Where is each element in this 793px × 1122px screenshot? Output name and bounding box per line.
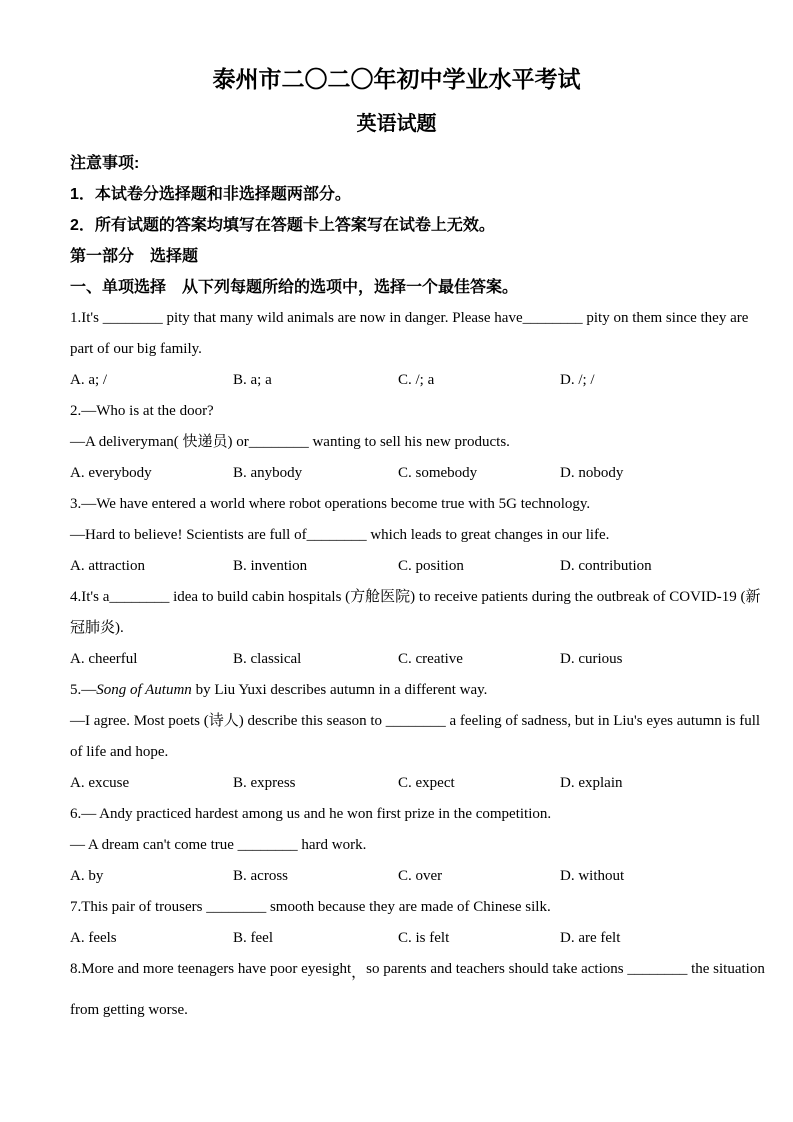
doc-title: 泰州市二〇二〇年初中学业水平考试	[212, 66, 581, 92]
question-3-line-1: 3.—We have entered a world where robot operations become true with 5G technology.	[70, 496, 591, 512]
question-2-line-1: 2.—Who is at the door?	[70, 403, 214, 419]
question-3	[70, 489, 723, 582]
question-4-option-b: B. classical	[233, 651, 302, 667]
question-5-option-a: A. excuse	[70, 775, 130, 791]
question-5-options	[70, 768, 723, 799]
question-5-option-d: D. explain	[560, 775, 623, 791]
question-4-option-d: D. curious	[560, 651, 623, 667]
question-2	[70, 396, 723, 489]
question-2-option-c: C. somebody	[398, 465, 478, 481]
question-3-option-a: A. attraction	[70, 558, 145, 574]
question-3-line-2: —Hard to believe! Scientists are full of________ which leads to great changes in our life.	[70, 527, 610, 543]
part-heading: 第一部分 选择题	[70, 248, 199, 265]
question-5-line-1	[70, 675, 723, 706]
question-8-line-1	[70, 954, 765, 985]
question-1-option-c: C. /; a	[398, 372, 435, 388]
question-3-option-c: C. position	[398, 558, 464, 574]
book-title-italic: Song of Autumn	[96, 682, 192, 698]
question-5-line-1-prefix: 5.—	[70, 682, 97, 698]
notice-heading: 注意事项:	[70, 155, 140, 172]
question-5-option-b: B. express	[233, 775, 296, 791]
question-2-option-b: B. anybody	[233, 465, 303, 481]
question-2-option-d: D. nobody	[560, 465, 624, 481]
question-1-line-2: part of our big family.	[70, 341, 202, 357]
question-7-option-c: C. is felt	[398, 930, 450, 946]
question-7	[70, 892, 723, 954]
question-4-option-c: C. creative	[398, 651, 463, 667]
question-1-option-b: B. a; a	[233, 372, 272, 388]
question-5-line-2: —I agree. Most poets (诗人) describe this season to ________ a feeling of sadness, but in Liu's eyes autumn is full	[70, 713, 761, 729]
question-4-line-2: 冠肺炎).	[70, 620, 124, 636]
section-heading: 一、单项选择 从下列每题所给的选项中，选择一个最佳答案。	[70, 279, 519, 296]
question-5-line-1-rest: by Liu Yuxi describes autumn in a different way.	[191, 682, 488, 698]
notice-item-1: 1．本试卷分选择题和非选择题两部分。	[70, 186, 351, 203]
question-7-option-d: D. are felt	[560, 930, 621, 946]
question-4-options	[70, 644, 723, 675]
question-6-line-1: 6.— Andy practiced hardest among us and he won first prize in the competition.	[70, 806, 552, 822]
question-4-option-a: A. cheerful	[70, 651, 138, 667]
question-2-line-2: —A deliveryman( 快递员) or________ wanting to sell his new products.	[70, 434, 510, 450]
question-6-option-d: D. without	[560, 868, 625, 884]
notice-item-2: 2．所有试题的答案均填写在答题卡上答案写在试卷上无效。	[70, 217, 495, 234]
question-4	[70, 582, 761, 675]
question-1-line-1: 1.It's ________ pity that many wild animals are now in danger. Please have________ pity on them since they are	[70, 310, 749, 326]
lowered-comma: ，	[351, 965, 367, 981]
question-8	[70, 954, 765, 1026]
question-7-option-b: B. feel	[233, 930, 273, 946]
question-2-option-a: A. everybody	[70, 465, 152, 481]
question-6-option-c: C. over	[398, 868, 443, 884]
question-3-option-b: B. invention	[233, 558, 308, 574]
question-8-line-1-after: so parents and teachers should take actions ________ the situation	[366, 961, 765, 977]
question-5-option-c: C. expect	[398, 775, 455, 791]
question-3-options	[70, 551, 723, 582]
doc-subtitle: 英语试题	[356, 113, 437, 135]
question-3-option-d: D. contribution	[560, 558, 652, 574]
question-7-option-a: A. feels	[70, 930, 117, 946]
question-6-option-a: A. by	[70, 868, 104, 884]
question-8-line-1-before: 8.More and more teenagers have poor eyesight	[70, 961, 352, 977]
question-2-options	[70, 458, 723, 489]
question-5-line-3: of life and hope.	[70, 744, 169, 760]
question-4-line-1: 4.It's a________ idea to build cabin hospitals (方舱医院) to receive patients during the outbreak of COVID-19 (新	[70, 589, 761, 605]
question-6	[70, 799, 723, 892]
question-8-line-2: from getting worse.	[70, 1002, 188, 1018]
question-1-options	[70, 365, 723, 396]
question-7-options	[70, 923, 723, 954]
question-7-line-1: 7.This pair of trousers ________ smooth because they are made of Chinese silk.	[70, 899, 551, 915]
question-6-options	[70, 861, 723, 892]
question-6-option-b: B. across	[233, 868, 288, 884]
question-1	[70, 303, 749, 396]
question-1-option-a: A. a; /	[70, 372, 108, 388]
question-1-option-d: D. /; /	[560, 372, 595, 388]
question-5	[70, 675, 761, 799]
question-6-line-2: — A dream can't come true ________ hard work.	[70, 837, 367, 853]
